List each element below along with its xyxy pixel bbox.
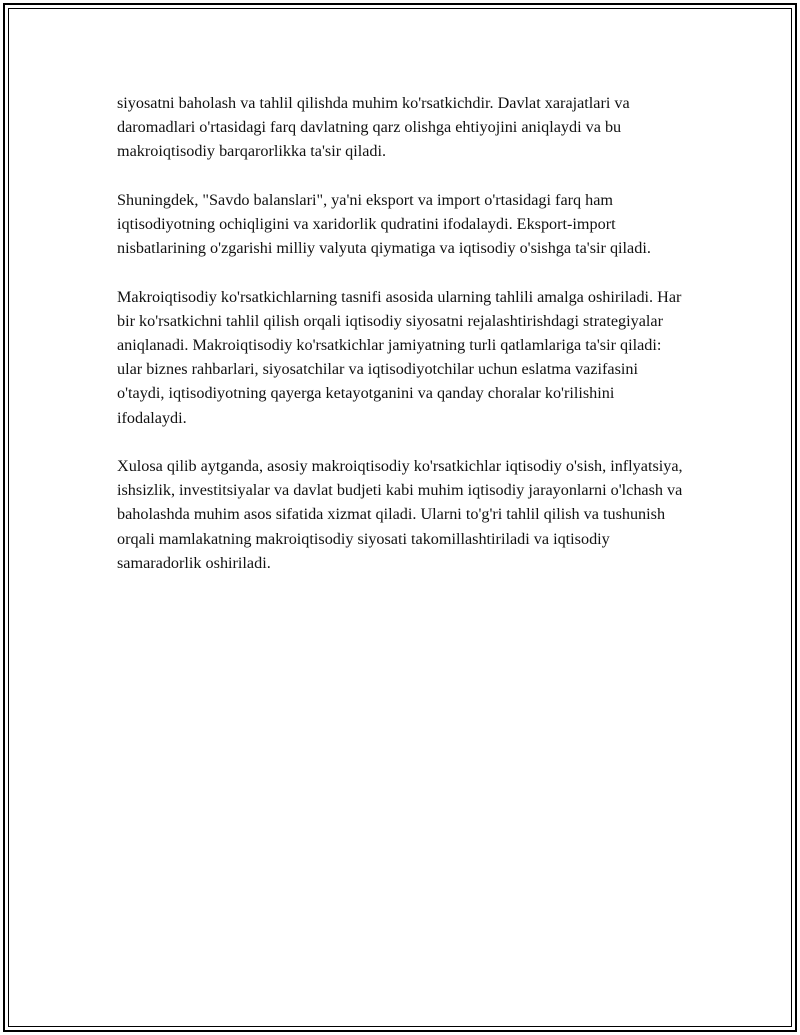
paragraph: Shuningdek, "Savdo balanslari", ya'ni eksport va import o'rtasidagi farq ham iqtisodiyotning ochiqligini va xaridorlik qudratini ifodalaydi. Eksport-import nisbatlarining o'zgarishi milliy valyuta qiymatiga va iqtisodiy o'sishga ta'sir qiladi. — [117, 190, 651, 258]
paragraph: Xulosa qilib aytganda, asosiy makroiqtisodiy ko'rsatkichlar iqtisodiy o'sish, inflyatsiya, ishsizlik, investitsiyalar va davlat budjeti kabi muhim iqtisodiy jarayonlarni o'lchash va baholashda muhim asos sifatida xizmat qiladi. Ularni to'g'ri tahlil qilish va tushunish orqali mamlakatning makroiqtisodiy siyosati takomillashtiriladi va iqtisodiy samaradorlik oshiriladi. — [117, 457, 683, 572]
paragraph: Makroiqtisodiy ko'rsatkichlarning tasnifi asosida ularning tahlili amalga oshiriladi. Har bir ko'rsatkichni tahlil qilish orqali iqtisodiy siyosatni rejalashtirishdagi strategiyalar aniqlanadi. Makroiqtisodiy ko'rsatkichlar jamiyatning turli qatlamlariga ta'sir qiladi: ular biznes rahbarlari, siyosatchilar va iqtisodiyotchilar uchun eslatma vazifasini o'taydi, iqtisodiyotning qayerga ketayotganini va qanday choralar ko'rilishini ifodalaydi. — [117, 287, 682, 427]
document-body — [117, 91, 687, 599]
paragraph: siyosatni baholash va tahlil qilishda muhim ko'rsatkichdir. Davlat xarajatlari va daromadlari o'rtasidagi farq davlatning qarz olishga ehtiyojini aniqlaydi va bu makroiqtisodiy barqarorlikka ta'sir qiladi. — [117, 94, 630, 161]
